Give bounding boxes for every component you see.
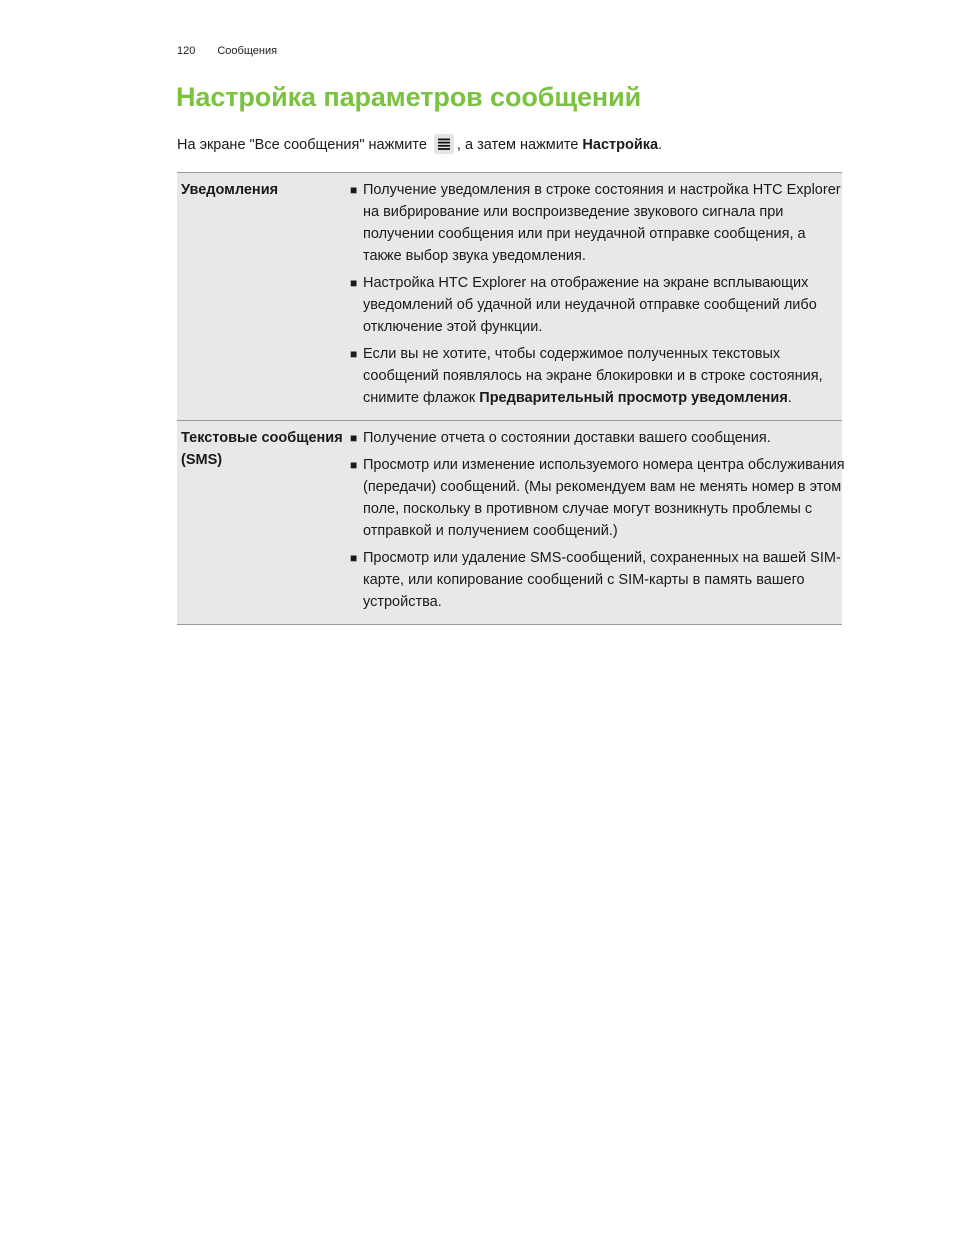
- intro-settings-bold: Настройка: [582, 137, 659, 153]
- intro-paragraph: [177, 134, 662, 155]
- item-list: [349, 427, 847, 613]
- bullet-icon: ■: [350, 347, 358, 361]
- item-text: Просмотр или удаление SMS-сообщений, сохраненных на вашей SIM-карте, или копирование сообщений с SIM-карты в память вашего устройства.: [363, 550, 841, 610]
- bullet-icon: ■: [350, 183, 358, 197]
- row-label: Уведомления: [181, 182, 279, 198]
- item-text: Если вы не хотите, чтобы содержимое полученных текстовых сообщений появлялось на экране блокировки и в строке состояния, снимите флажок: [363, 346, 823, 406]
- item-text: Просмотр или изменение используемого номера центра обслуживания (передачи) сообщений. (Мы рекомендуем вам не менять номер в этом поле, поскольку в противном случае могут возникнуть проблемы с отправкой и получением сообщений.): [363, 457, 845, 539]
- bullet-icon: ■: [350, 458, 358, 472]
- item-text: Настройка HTC Explorer на отображение на экране всплывающих уведомлений об удачной или неудачной отправке сообщений либо отключение этой функции.: [363, 275, 817, 335]
- settings-table: [177, 172, 845, 625]
- bullet-icon: ■: [350, 431, 358, 445]
- intro-text-end: .: [658, 137, 663, 153]
- item-text: Получение уведомления в строке состояния и настройка HTC Explorer на вибрирование или воспроизведение звукового сигнала при получении сообщения или при неудачной отправке сообщения, а также выбор звука уведомления.: [363, 182, 841, 264]
- list-item: [350, 343, 847, 409]
- row-label: Текстовые сообщения (SMS): [181, 430, 343, 468]
- list-item: [350, 272, 847, 338]
- item-text-end: .: [787, 390, 792, 406]
- item-text: Получение отчета о состоянии доставки вашего сообщения.: [363, 430, 771, 446]
- list-item: [350, 547, 847, 613]
- list-item: [350, 427, 847, 449]
- menu-icon: [434, 134, 454, 154]
- page-title: Настройка параметров сообщений: [176, 82, 642, 112]
- item-list: [349, 179, 847, 409]
- page-header: [177, 45, 277, 57]
- item-bold-option: Предварительный просмотр уведомления: [479, 390, 788, 406]
- intro-text-before: На экране "Все сообщения" нажмите: [177, 137, 431, 153]
- list-item: [350, 454, 847, 542]
- bullet-icon: ■: [350, 551, 358, 565]
- bullet-icon: ■: [350, 276, 358, 290]
- section-name: Сообщения: [217, 45, 278, 57]
- table-row: [177, 421, 845, 625]
- list-item: [350, 179, 847, 267]
- table-row: [177, 173, 842, 421]
- intro-text-after: , а затем нажмите: [456, 137, 583, 153]
- page-number: 120: [177, 45, 196, 57]
- item-text-wrapper: [363, 343, 847, 409]
